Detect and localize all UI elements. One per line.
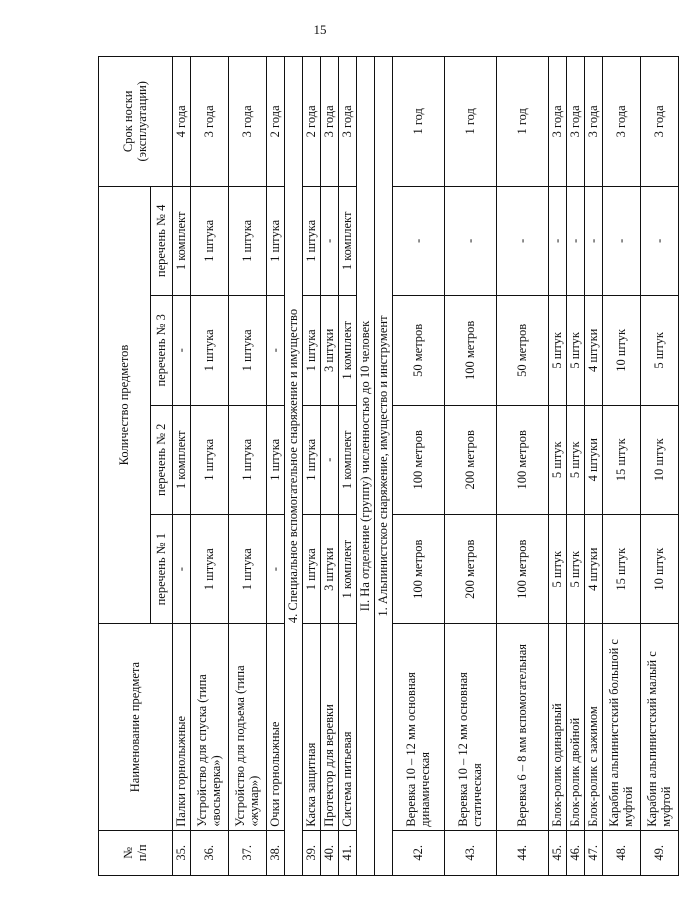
wear-term: 3 года — [585, 57, 603, 187]
header-list-2: перечень № 2 — [151, 405, 173, 514]
qty-list-2: 1 штука — [303, 405, 321, 514]
qty-list-1: 1 штука — [229, 514, 267, 623]
table-row — [393, 57, 445, 876]
qty-list-4: - — [585, 186, 603, 296]
qty-list-4: 1 штука — [191, 186, 229, 296]
qty-list-2: 15 штук — [603, 405, 641, 514]
item-name: Блок-ролик одинарный — [549, 624, 567, 830]
item-name: Карабин альпинистский большой с муфтой — [603, 624, 641, 830]
item-name: Устройство для спуска (типа «восьмерка») — [191, 624, 229, 830]
qty-list-1: 5 штук — [567, 514, 585, 623]
row-number: 43. — [445, 830, 497, 875]
qty-list-4: 1 штука — [267, 186, 285, 296]
section-title: II. На отделение (группу) численностью до 10 человек — [357, 57, 375, 876]
qty-list-3: 4 штуки — [585, 296, 603, 405]
qty-list-4: - — [497, 186, 549, 296]
row-number: 49. — [641, 830, 679, 875]
table-row — [173, 57, 191, 876]
qty-list-1: - — [267, 514, 285, 623]
qty-list-4: 1 штука — [303, 186, 321, 296]
qty-list-2: 1 штука — [229, 405, 267, 514]
qty-list-3: 1 комплект — [339, 296, 357, 405]
qty-list-2: 5 штук — [549, 405, 567, 514]
table-row — [229, 57, 267, 876]
qty-list-3: 5 штук — [549, 296, 567, 405]
qty-list-4: 1 комплект — [339, 186, 357, 296]
qty-list-3: 100 метров — [445, 296, 497, 405]
qty-list-4: - — [567, 186, 585, 296]
qty-list-1: 100 метров — [393, 514, 445, 623]
table-row — [585, 57, 603, 876]
wear-term: 3 года — [567, 57, 585, 187]
wear-term: 4 года — [173, 57, 191, 187]
header-list-1: перечень № 1 — [151, 514, 173, 623]
item-name: Веревка 6 – 8 мм вспомогательная — [497, 624, 549, 830]
qty-list-3: 1 штука — [191, 296, 229, 405]
item-name: Устройство для подъема (типа «жумар») — [229, 624, 267, 830]
qty-list-1: 4 штуки — [585, 514, 603, 623]
table-row — [445, 57, 497, 876]
qty-list-2: 1 штука — [267, 405, 285, 514]
qty-list-4: - — [393, 186, 445, 296]
qty-list-1: 15 штук — [603, 514, 641, 623]
qty-list-2: - — [321, 405, 339, 514]
qty-list-3: 50 метров — [393, 296, 445, 405]
row-number: 44. — [497, 830, 549, 875]
header-list-3: перечень № 3 — [151, 296, 173, 405]
qty-list-1: 5 штук — [549, 514, 567, 623]
table-row — [303, 57, 321, 876]
item-name: Очки горнолыжные — [267, 624, 285, 830]
qty-list-4: - — [603, 186, 641, 296]
qty-list-4: - — [445, 186, 497, 296]
qty-list-4: - — [549, 186, 567, 296]
section-title: 4. Специальное вспомогательное снаряжение и имущество — [285, 57, 303, 876]
row-number: 39. — [303, 830, 321, 875]
row-number: 48. — [603, 830, 641, 875]
table-row — [339, 57, 357, 876]
wear-term: 2 года — [267, 57, 285, 187]
qty-list-2: 4 штуки — [585, 405, 603, 514]
qty-list-3: 50 метров — [497, 296, 549, 405]
table-row — [267, 57, 285, 876]
wear-term: 3 года — [321, 57, 339, 187]
item-name: Блок-ролик двойной — [567, 624, 585, 830]
qty-list-3: 3 штуки — [321, 296, 339, 405]
wear-term: 3 года — [339, 57, 357, 187]
header-list-4: перечень № 4 — [151, 186, 173, 296]
wear-term: 1 год — [393, 57, 445, 187]
qty-list-3: - — [267, 296, 285, 405]
qty-list-1: 1 комплект — [339, 514, 357, 623]
table-row — [497, 57, 549, 876]
wear-term: 3 года — [641, 57, 679, 187]
item-name: Система питьевая — [339, 624, 357, 830]
row-number: 35. — [173, 830, 191, 875]
header-name: Наименование предмета — [99, 624, 173, 830]
qty-list-2: 5 штук — [567, 405, 585, 514]
table-row — [603, 57, 641, 876]
qty-list-1: 1 штука — [191, 514, 229, 623]
table-row — [567, 57, 585, 876]
section-title: 1. Альпинистское снаряжение, имущество и инструмент — [375, 57, 393, 876]
wear-term: 1 год — [497, 57, 549, 187]
wear-term: 3 года — [603, 57, 641, 187]
item-name: Палки горнолыжные — [173, 624, 191, 830]
qty-list-3: 1 штука — [303, 296, 321, 405]
item-name: Каска защитная — [303, 624, 321, 830]
table-row — [641, 57, 679, 876]
section-row — [357, 57, 375, 876]
row-number: 40. — [321, 830, 339, 875]
table-row — [191, 57, 229, 876]
wear-term: 2 года — [303, 57, 321, 187]
qty-list-2: 10 штук — [641, 405, 679, 514]
qty-list-1: - — [173, 514, 191, 623]
row-number: 37. — [229, 830, 267, 875]
qty-list-2: 200 метров — [445, 405, 497, 514]
section-row — [375, 57, 393, 876]
qty-list-3: - — [173, 296, 191, 405]
qty-list-1: 3 штуки — [321, 514, 339, 623]
section-row — [285, 57, 303, 876]
wear-term: 3 года — [549, 57, 567, 187]
row-number: 41. — [339, 830, 357, 875]
header-term: Срок носки (эксплуатации) — [99, 57, 173, 187]
qty-list-1: 100 метров — [497, 514, 549, 623]
item-name: Блок-ролик с зажимом — [585, 624, 603, 830]
qty-list-2: 100 метров — [393, 405, 445, 514]
item-name: Карабин альпинистский малый с муфтой — [641, 624, 679, 830]
qty-list-2: 1 штука — [191, 405, 229, 514]
qty-list-2: 1 комплект — [339, 405, 357, 514]
equipment-table — [98, 56, 679, 876]
item-name: Веревка 10 – 12 мм основная статическая — [445, 624, 497, 830]
qty-list-2: 1 комплект — [173, 405, 191, 514]
row-number: 42. — [393, 830, 445, 875]
qty-list-4: - — [321, 186, 339, 296]
row-number: 38. — [267, 830, 285, 875]
row-number: 45. — [549, 830, 567, 875]
row-number: 46. — [567, 830, 585, 875]
item-name: Протектор для веревки — [321, 624, 339, 830]
qty-list-3: 1 штука — [229, 296, 267, 405]
row-number: 47. — [585, 830, 603, 875]
table-header — [99, 57, 173, 876]
qty-list-3: 5 штук — [567, 296, 585, 405]
qty-list-2: 100 метров — [497, 405, 549, 514]
table-body — [173, 57, 679, 876]
qty-list-3: 10 штук — [603, 296, 641, 405]
wear-term: 3 года — [229, 57, 267, 187]
qty-list-4: 1 штука — [229, 186, 267, 296]
qty-list-4: 1 комплект — [173, 186, 191, 296]
row-number: 36. — [191, 830, 229, 875]
wear-term: 1 год — [445, 57, 497, 187]
qty-list-1: 200 метров — [445, 514, 497, 623]
wear-term: 3 года — [191, 57, 229, 187]
table-row — [549, 57, 567, 876]
rotated-table-wrapper — [98, 56, 673, 876]
qty-list-1: 1 штука — [303, 514, 321, 623]
header-number: № п/п — [99, 830, 173, 875]
qty-list-4: - — [641, 186, 679, 296]
item-name: Веревка 10 – 12 мм основная динамическая — [393, 624, 445, 830]
table-row — [321, 57, 339, 876]
qty-list-1: 10 штук — [641, 514, 679, 623]
header-quantity: Количество предметов — [99, 186, 151, 624]
page-number: 15 — [313, 22, 327, 37]
qty-list-3: 5 штук — [641, 296, 679, 405]
